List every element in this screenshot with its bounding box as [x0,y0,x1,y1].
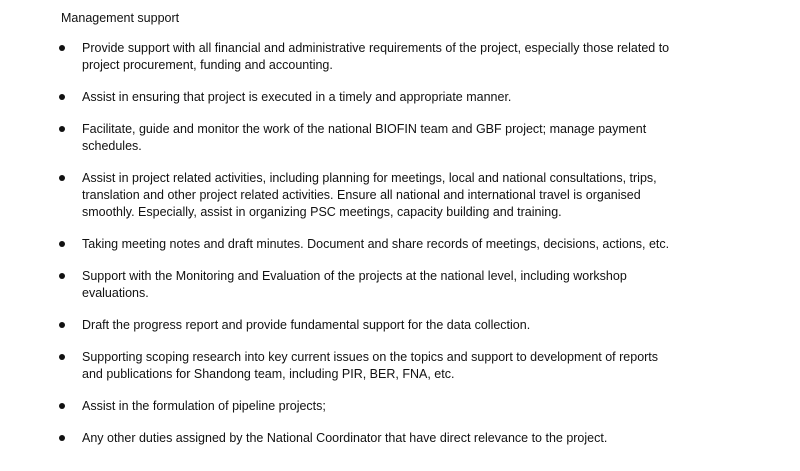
bullet-icon [59,94,65,100]
list-item-text: Supporting scoping research into key current issues on the topics and support to development of reports and publications for Shandong team, including PIR, BER, FNA, etc. [82,350,659,381]
bullet-icon [59,175,65,181]
bullet-icon [59,354,65,360]
list-item-text: Any other duties assigned by the National Coordinator that have direct relevance to the project. [82,431,608,445]
list-item-text: Assist in ensuring that project is executed in a timely and appropriate manner. [82,90,512,104]
bullet-icon [59,45,65,51]
bullet-icon [59,273,65,279]
list-item-text: Draft the progress report and provide fundamental support for the data collection. [82,318,531,332]
bullet-icon [59,126,65,132]
list-item-text: Assist in the formulation of pipeline projects; [82,399,326,413]
list-item-text: Provide support with all financial and administrative requirements of the project, especially those related to project procurement, funding and accounting. [82,41,670,72]
bullet-icon [59,322,65,328]
list-item-text: Assist in project related activities, including planning for meetings, local and national consultations, trips, translation and other project related activities. Ensure all national and international travel is organised smoothly. Especially, assist in organizing PSC meetings, capacity building and training. [82,171,657,219]
bullet-icon [59,241,65,247]
list-item-text: Support with the Monitoring and Evaluation of the projects at the national level, including workshop evaluations. [82,269,627,300]
list-item-text: Facilitate, guide and monitor the work of the national BIOFIN team and GBF project; manage payment schedules. [82,122,647,153]
bullet-icon [59,435,65,441]
bullet-icon [59,403,65,409]
section-heading: Management support [61,11,180,25]
list-item-text: Taking meeting notes and draft minutes. Document and share records of meetings, decisions, actions, etc. [82,237,670,251]
